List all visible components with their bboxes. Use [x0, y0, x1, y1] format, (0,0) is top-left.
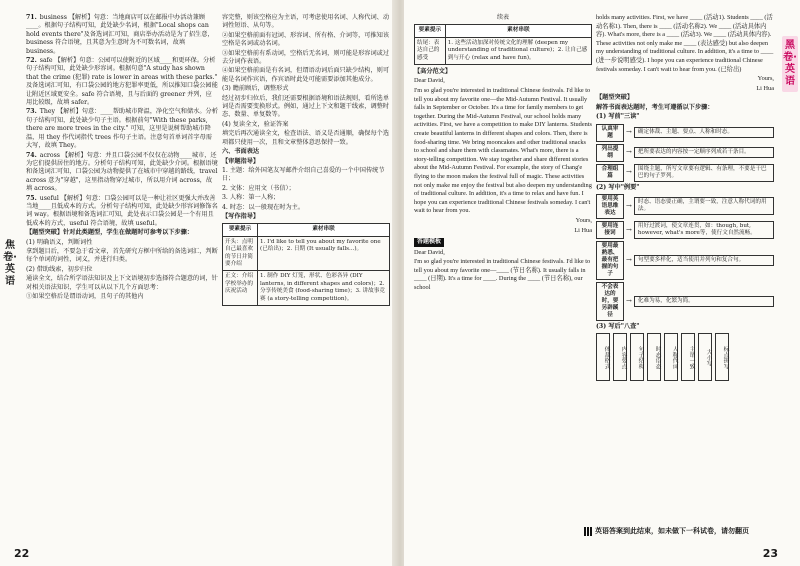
end-banner — [584, 526, 784, 536]
sample-title: 【高分范文】 — [414, 68, 452, 76]
table-head-element: 要素提示 — [415, 25, 446, 37]
table-cell-value: 1. 这些活动加深对传统文化的理解 (deepen my understanding of traditional culture)；2. 让自己感到与开心 (relax and have fun)。 — [445, 37, 591, 64]
writing-section-title: 六、书面表达 — [222, 148, 260, 156]
flow-step-desc: 时态、语态要正确，主谓要一致，注意人称代词的用法。 — [634, 197, 774, 215]
table-cell-value: 1. I'd like to tell you about my favorite one (已给出)；2. 日期 (It usually falls...)。 — [258, 236, 390, 271]
table-row — [223, 271, 390, 306]
check-item: 大小写 — [698, 333, 712, 381]
writing-step: 1. 主题：给外国笔友写邮件介绍自己喜爱的一个中国传统节日； — [222, 166, 385, 183]
table-head-element: 要素提示 — [223, 224, 258, 236]
sample-body: I'm so glad you're interested in traditional Chinese festivals. I'd like to tell you about my favorite one—the Mid-Autumn Festival. It usually falls in September or October. It's a time for family members to get together. During the Mid-Autumn Festival, our school holds many activities. First, we have a competition to make DIY lanterns. Students create beautiful lanterns in different shapes and colors. Then, there is food-sharing time. We bring mooncakes and other traditional snacks to school and share them with classmates. What's more, there is a story-telling competition. We stay together and share different stories about the Mid-Autumn Festival. For example, the story of Chang'e flying to the moon makes the festival full of magic. These activities not only make me enjoy the festival but also deepen my understanding of traditional culture. In addition, it's a time to relax and have fun. I hope you can experience traditional Chinese festivals someday. I can't wait to hear from you. — [414, 87, 592, 215]
flow-step-desc: 确定体裁、主题、要点、人称和时态。 — [634, 127, 774, 138]
sample-greeting: Dear David, — [414, 77, 445, 85]
sample-sign-yours: Yours, — [575, 216, 592, 224]
flow-row — [596, 164, 774, 182]
answer-explanations — [26, 14, 218, 302]
writing-steps-title: 【审题指导】 — [222, 157, 260, 165]
guidance-line: 容完整，则该空格应为主语，可考虑使用名词、人称代词、动词性短语、从句等。 — [222, 14, 390, 30]
answer-number: 74. — [26, 151, 37, 159]
answer-number: 71. — [26, 14, 37, 21]
check-item: 主谓一致 — [681, 333, 695, 381]
left-side-tab: 焦卷·英语 — [3, 240, 17, 287]
check-item: 标点拼写 — [715, 333, 729, 381]
check-item: 体裁格式 — [596, 333, 610, 381]
method-intro: 解答书面表达题时，考生可遵循以下步骤： — [596, 103, 714, 111]
template-continued — [596, 14, 774, 93]
guidance-line: 经过初步归位后，我们还需要根据语境和语法规则，看所选单词是否需要变换形式。例如，通过上下文和题干线索，调整时态、数量、单复数等。 — [222, 94, 390, 119]
writing-step: 3. 人称：第一人称； — [222, 194, 280, 202]
flow-step-desc: 化难为易，化繁为简。 — [634, 296, 774, 307]
method-title: 【题型突破】针对此类题型，学生在做题时可参考以下步骤： — [26, 229, 194, 237]
banner-bars-icon — [584, 527, 592, 536]
arrow-right-icon: → — [626, 225, 632, 234]
answer-text: useful 【解析】句意：口袋公园可以是一种让社区更强大并改善当地____且低成本的方式。分析句子结构可知，此处缺少形容词修饰名词 way。根据语境和备选词汇可知，此处表示口袋公园是一个有用且低成本的方式，useful 符合语境，故填 useful。 — [26, 194, 218, 227]
flow-step-desc: 把所要表达的内容按一定顺序列成若干条目。 — [634, 147, 774, 158]
sample-letter — [414, 77, 592, 235]
check-item: 时态语态 — [647, 333, 661, 381]
answer-number: 73. — [26, 108, 37, 116]
page-number-left: 22 — [14, 547, 30, 560]
flow-row — [596, 124, 774, 142]
guidance-line: ③如果空格前有系动词，空格后无名词，则可能是形容词或过去分词作表语。 — [222, 49, 390, 66]
flow-row — [596, 144, 774, 162]
answer-item — [26, 57, 218, 107]
arrow-right-icon: → — [626, 297, 632, 306]
template-sign-yours: Yours, — [757, 75, 774, 83]
check-grid — [596, 333, 774, 381]
answer-text: safe 【解析】句意：公园可以使附近的区域____和更环保。分析句子结构可知，此处缺少形容词。根据句意"A study has shown that the crime (犯罪) rate is lower in areas with these parks." 及备选词汇可知，有口袋公园的地方犯罪率更低，所以推知口袋公园能让附近区域更安全。safe 符合语境，且与后面的 greener 并列，应用比较级，故填 safer。 — [26, 57, 218, 107]
arrow-right-icon: → — [626, 128, 632, 137]
right-side-tab: 黑卷·英语 — [782, 36, 798, 92]
writing-guidance — [222, 14, 390, 309]
flow-step-desc: 围绕主题，所写文章要有逻辑、有条理，不要是干巴巴的句子罗列。 — [634, 164, 774, 182]
answer-item — [26, 152, 218, 194]
flow-step-box: 不会表达的时，要另辟蹊径 — [596, 282, 624, 321]
method-line: (2) 借助线索，初步归位 — [26, 265, 93, 273]
answer-item — [26, 14, 218, 56]
answer-number: 75. — [26, 194, 37, 202]
check-item: 人称代词 — [664, 333, 678, 381]
check-item: 内容要点 — [613, 333, 627, 381]
method-line: ①如果空格后是谓语动词，且句子的其他内 — [26, 293, 144, 300]
page-number-right: 23 — [762, 547, 778, 560]
answer-text: They 【解析】句意：____帮助城市降温，净化空气和储水。分析句子结构可知，此处缺少句子主语。根据前句"With these parks, there are more trees in the city." 可知，这里是说树帮助城市降温，用 they 作代词指代 trees 作句子主语。注意句首单词首字母需大写，故填 They。 — [26, 108, 218, 150]
flow-step-desc: 用好过渡词，使文章连贯，如：though, but, however, what's more等，使行文自然流畅。 — [634, 221, 774, 239]
table-head-material: 素材串联 — [258, 224, 390, 236]
flow-row — [596, 194, 774, 219]
method-title-right: 【题型突破】 — [596, 94, 634, 102]
step3-title: (3) 写后"八查" — [596, 322, 640, 330]
answer-number: 72. — [26, 57, 37, 65]
flow-step-box: 要用最熟悉、最有把握的句子 — [596, 241, 624, 280]
answer-item — [26, 108, 218, 150]
writing-table — [222, 223, 390, 306]
table-head-material: 素材串联 — [445, 25, 591, 37]
table-cell-key: 结尾：表达自己的感受 — [415, 37, 446, 64]
step2-title: (2) 写中"例要" — [596, 183, 640, 191]
guidance-line: 填完后再次通读全文，检查语法、语义是否通顺，确保每个选项都只使用一次，且和文章整体意思保持一致。 — [222, 130, 390, 146]
left-page — [0, 0, 396, 566]
arrow-right-icon: → — [626, 148, 632, 157]
sample-sign-name: Li Hua — [574, 226, 592, 234]
check-item: 句子结构 — [630, 333, 644, 381]
continued-table-title: 续表 — [496, 14, 509, 21]
answer-item — [26, 195, 218, 229]
template-continued-body: holds many activities. First, we have ____ (活动1). Students ____ (活动名称1). Then, there is ____ (活动名称2). We ____ (活动具体内容). What's more, there is a ____ (活动3). We ____ (活动具体内容). These activities not only make me ____ (表达感受) but also deepen my understanding of traditional culture. In addition, it's a time to ____ (进一步说明感受). I hope you can experience traditional Chinese festivals someday. I can't wait to hear from you. (已给出) — [596, 14, 774, 73]
flow-row — [596, 282, 774, 321]
guidance-line: ④如果空格前面是有名词，但谓语动词后面只缺少结构，则可能是名词作宾语，作宾语时此处可能需要添加其他成分。 — [222, 67, 390, 83]
answer-text: business 【解析】句意：当地商店可以在邮报中办活动兼顾____。根据句子结构可知，此处缺少名词，根据"Local shops can hold events there"及备选词汇可知，商店举办活动是为了招生意，business 符合语境，且其意为生意时为不可数名词，故填 business。 — [26, 14, 214, 55]
method-line: 通读全文，结合所学语法知识及上下文语境初步选择符合题意的词，针对相关语法知识，学生可以从以下几个方面思考： — [26, 275, 218, 291]
guidance-line: (4) 复读全文，验证答案 — [222, 120, 289, 128]
table-title: 【写作指导】 — [222, 212, 260, 220]
right-page — [404, 0, 800, 566]
table-cell-value: 1. 制作 DIY 灯笼，形状、色彩各异 (DIY lanterns, in different shapes and colors)；2. 分享传统美食 (food-sharing time)；3. 讲故事竞赛 (a story-telling competition)。 — [258, 271, 390, 306]
writing-step: 2. 文体：应用文（书信）； — [222, 184, 295, 192]
table-row — [415, 37, 592, 64]
method-line: (1) 明确语义，判断词性 — [26, 238, 93, 246]
continued-table — [414, 24, 592, 65]
arrow-right-icon: → — [626, 202, 632, 211]
table-cell-key: 开头：点明自己最喜欢的节日并简要介绍 — [223, 236, 258, 271]
table-cell-key: 正文：介绍学校举办的庆祝活动 — [223, 271, 258, 306]
guidance-line: ②如果空格前面有冠词、形容词、所有格、介词等，可推知该空格是名词或动名词。 — [222, 31, 390, 48]
sample-essay-column — [414, 14, 592, 294]
template-badge: 答题模板 — [414, 238, 444, 246]
arrow-right-icon: → — [626, 256, 632, 265]
flow-step-box: 要用英语思维表达 — [596, 194, 624, 219]
template-letter — [414, 249, 592, 293]
flow-row — [596, 221, 774, 239]
flow-step-box: 要用连接词 — [596, 221, 624, 239]
template-body: I'm so glad you're interested in traditional Chinese festivals. I'd like to tell you about my favorite one—____ (节日名称). It usually falls in ____ (日期). It's a time for ____. During the ____ (节日名称), our school — [414, 258, 591, 291]
flow-step-desc: 句型要多样化，适当使用并列句和复合句。 — [634, 255, 774, 266]
flow-step-box: 列出提纲 — [596, 144, 624, 162]
template-sign-name: Li Hua — [756, 84, 774, 92]
flow-row — [596, 241, 774, 280]
answer-text: across 【解析】句意：并且口袋公园不仅仅在动物____城市，还为它们提供居住的地方。分析句子结构可知，此处缺少介词。根据语境和备选词汇可知，口袋公园为动物提供了在城市中穿越的路线，travel across 意为"穿越"，这里指动物穿过城市，所以用介词 across，故填 across。 — [26, 151, 218, 193]
method-line: 拿到题目后，不要急于看文章，首先研究方框中所给的备选词汇，判断每个单词的词性，词义，并进行归类。 — [26, 247, 218, 264]
flow-step-box: 合理组篇 — [596, 164, 624, 182]
arrow-right-icon: → — [626, 168, 632, 177]
step1-title: (1) 写前"三读" — [596, 113, 640, 121]
flow-step-box: 认真审题 — [596, 124, 624, 142]
template-and-method-column — [596, 14, 774, 381]
banner-text: 英语答案到此结束，如未做下一科试卷，请勿翻页 — [595, 527, 749, 535]
table-row — [223, 236, 390, 271]
guidance-line: (3) 瞻前顾后，调整形式 — [222, 85, 289, 93]
template-greeting: Dear David, — [414, 248, 445, 256]
writing-step: 4. 时态：以一般现在时为主。 — [222, 203, 305, 211]
